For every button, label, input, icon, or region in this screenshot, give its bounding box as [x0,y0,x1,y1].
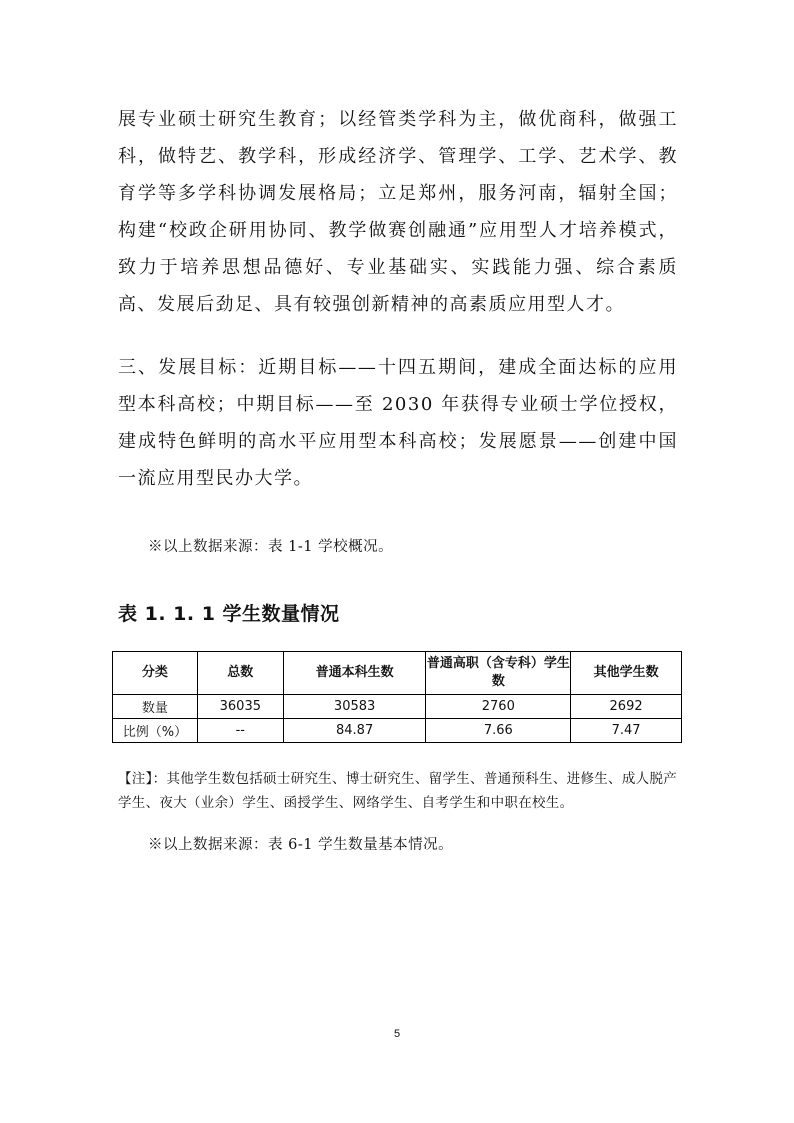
table-row [113,719,682,743]
table-cell: 30583 [283,695,426,719]
table-cell: 2760 [426,695,571,719]
header-undergraduate: 普通本科生数 [283,652,426,695]
table-header-row [113,652,682,695]
table-cell: -- [197,719,283,743]
data-source-note-2: ※以上数据来源：表 6-1 学生数量基本情况。 [148,837,454,853]
table-cell: 比例（%） [113,719,198,743]
student-count-table [112,651,682,743]
table-footnote: 【注】：其他学生数包括硕士研究生、博士研究生、留学生、普通预科生、进修生、成人脱产学生、夜大（业余）学生、函授学生、网络学生、自考学生和中职在校生。 [118,771,678,811]
table-cell: 7.66 [426,719,571,743]
table-cell: 84.87 [283,719,426,743]
table-cell: 2692 [571,695,682,719]
header-vocational: 普通高职（含专科）学生数 [426,652,571,695]
data-source-note-1: ※以上数据来源：表 1-1 学校概况。 [148,539,394,555]
page-number: 5 [393,1028,401,1040]
table-cell: 36035 [197,695,283,719]
table-title: 表 1. 1. 1 学生数量情况 [118,603,340,625]
table-cell: 7.47 [571,719,682,743]
table-row [113,695,682,719]
table-cell: 数量 [113,695,198,719]
header-category: 分类 [113,652,198,695]
development-goals-paragraph: 三、发展目标：近期目标——十四五期间，建成全面达标的应用型本科高校；中期目标——至 2030 年获得专业硕士学位授权，建成特色鲜明的高水平应用型本科高校；发展愿景——创建中国一流应用型民办大学。 [118,357,678,489]
body-paragraph-1: 展专业硕士研究生教育；以经管类学科为主，做优商科，做强工科，做特艺、教学科，形成经济学、管理学、工学、艺术学、教育学等多学科协调发展格局；立足郑州，服务河南，辐射全国；构建“校政企研用协同、教学做赛创融通”应用型人才培养模式，致力于培养思想品德好、专业基础实、实践能力强、综合素质高、发展后劲足、具有较强创新精神的高素质应用型人才。 [118,109,678,315]
header-other: 其他学生数 [571,652,682,695]
header-total: 总数 [197,652,283,695]
